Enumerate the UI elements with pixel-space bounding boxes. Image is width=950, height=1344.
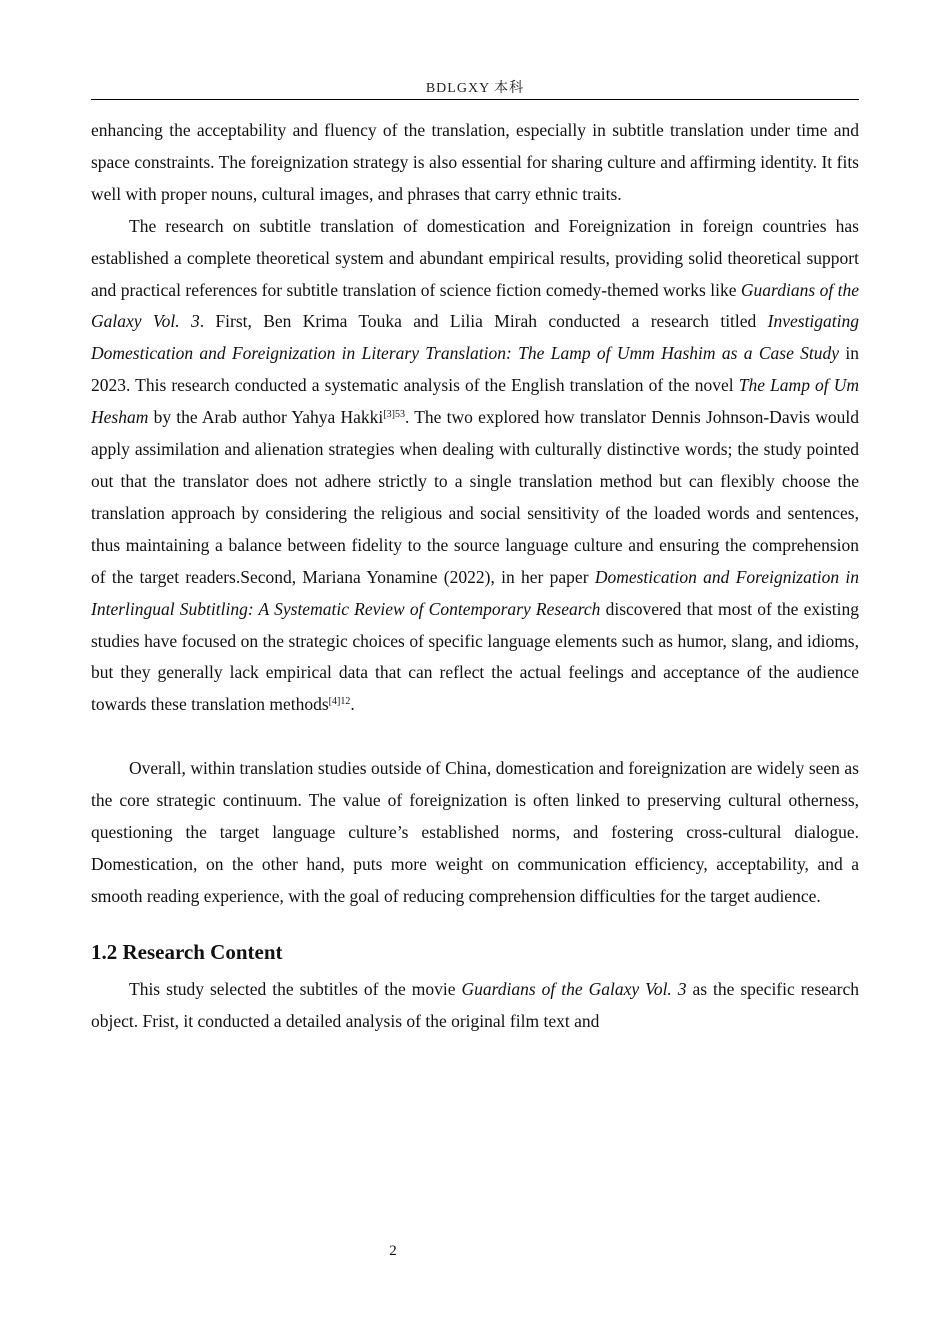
- text-run: in 2023. This research conducted a systematic analysis of the English translation of the novel: [91, 343, 859, 396]
- running-header: BDLGXY 本科: [425, 81, 525, 96]
- text-run: . First, Ben Krima Touka and Lilia Mirah conducted a research titled: [199, 311, 768, 332]
- text-run: The research on subtitle translation of domestication and Foreignization in foreign countries has established a complete theoretical system and abundant empirical results, providing solid theoretical support and practical references for subtitle translation of science fiction comedy-themed works like: [91, 215, 859, 300]
- paragraph-continuation: [91, 115, 859, 211]
- citation: [4]12: [328, 696, 351, 708]
- text-run: by the Arab author Yahya Hakki: [148, 407, 384, 428]
- study-title: Investigating Domestication and Foreignization in Literary Translation: The Lamp of Umm Hashim as a Case Study: [91, 311, 860, 364]
- citation: [3]53: [383, 409, 405, 421]
- paragraph-text: enhancing the acceptability and fluency of the translation, especially in subtitle translation under time and space constraints. The foreignization strategy is also essential for sharing culture and affirming identity. It fits well with proper nouns, cultural images, and phrases that carry ethnic traits.: [91, 120, 859, 204]
- text-run: .: [350, 694, 355, 715]
- paragraph-text: Overall, within translation studies outside of China, domestication and foreignization are widely seen as the core strategic continuum. The value of foreignization is often linked to preserving cultural otherness, questioning the target language culture’s established norms, and fostering cross-cultural dialogue. Domestication, on the other hand, puts more weight on communication efficiency, acceptability, and a smooth reading experience, with the goal of reducing comprehension difficulties for the target audience.: [91, 758, 859, 906]
- text-run: This study selected the subtitles of the movie: [129, 978, 462, 999]
- page-number: 2: [389, 1243, 397, 1259]
- section-heading: 1.2 Research Content: [91, 939, 283, 964]
- text-run: discovered that most of the existing studies have focused on the strategic choices of specific language elements such as humor, slang, and idioms, but they generally lack empirical data that can reflect the actual feelings and acceptance of the audience towards these translation methods: [91, 598, 859, 715]
- paper-title: Domestication and Foreignization in Interlingual Subtitling: A Systematic Review of Contemporary Research: [91, 566, 859, 619]
- text-run: . The two explored how translator Dennis Johnson-Davis would apply assimilation and alienation strategies when dealing with culturally distinctive words; the study pointed out that the translator does not adhere strictly to a single translation method but can flexibly choose the translation approach by considering the religious and social sensitivity of the loaded words and sentences, thus maintaining a balance between fidelity to the source language culture and ensuring the comprehension of the target readers.Second, Mariana Yonamine (2022), in her paper: [91, 407, 859, 587]
- body-text: [91, 115, 859, 1038]
- header-divider: [91, 99, 859, 100]
- film-title: Guardians of the Galaxy Vol. 3: [461, 978, 687, 999]
- novel-title: The Lamp of Um Hesham: [91, 375, 859, 428]
- paragraph-foreign-research: [91, 211, 859, 722]
- text-run: as the specific research object. Frist, it conducted a detailed analysis of the original film text and: [91, 978, 860, 1031]
- paragraph-gap: [91, 721, 859, 753]
- paragraph-overall: [91, 753, 859, 913]
- film-title: Guardians of the Galaxy Vol. 3: [91, 279, 860, 332]
- paragraph-research-content: [91, 974, 859, 1038]
